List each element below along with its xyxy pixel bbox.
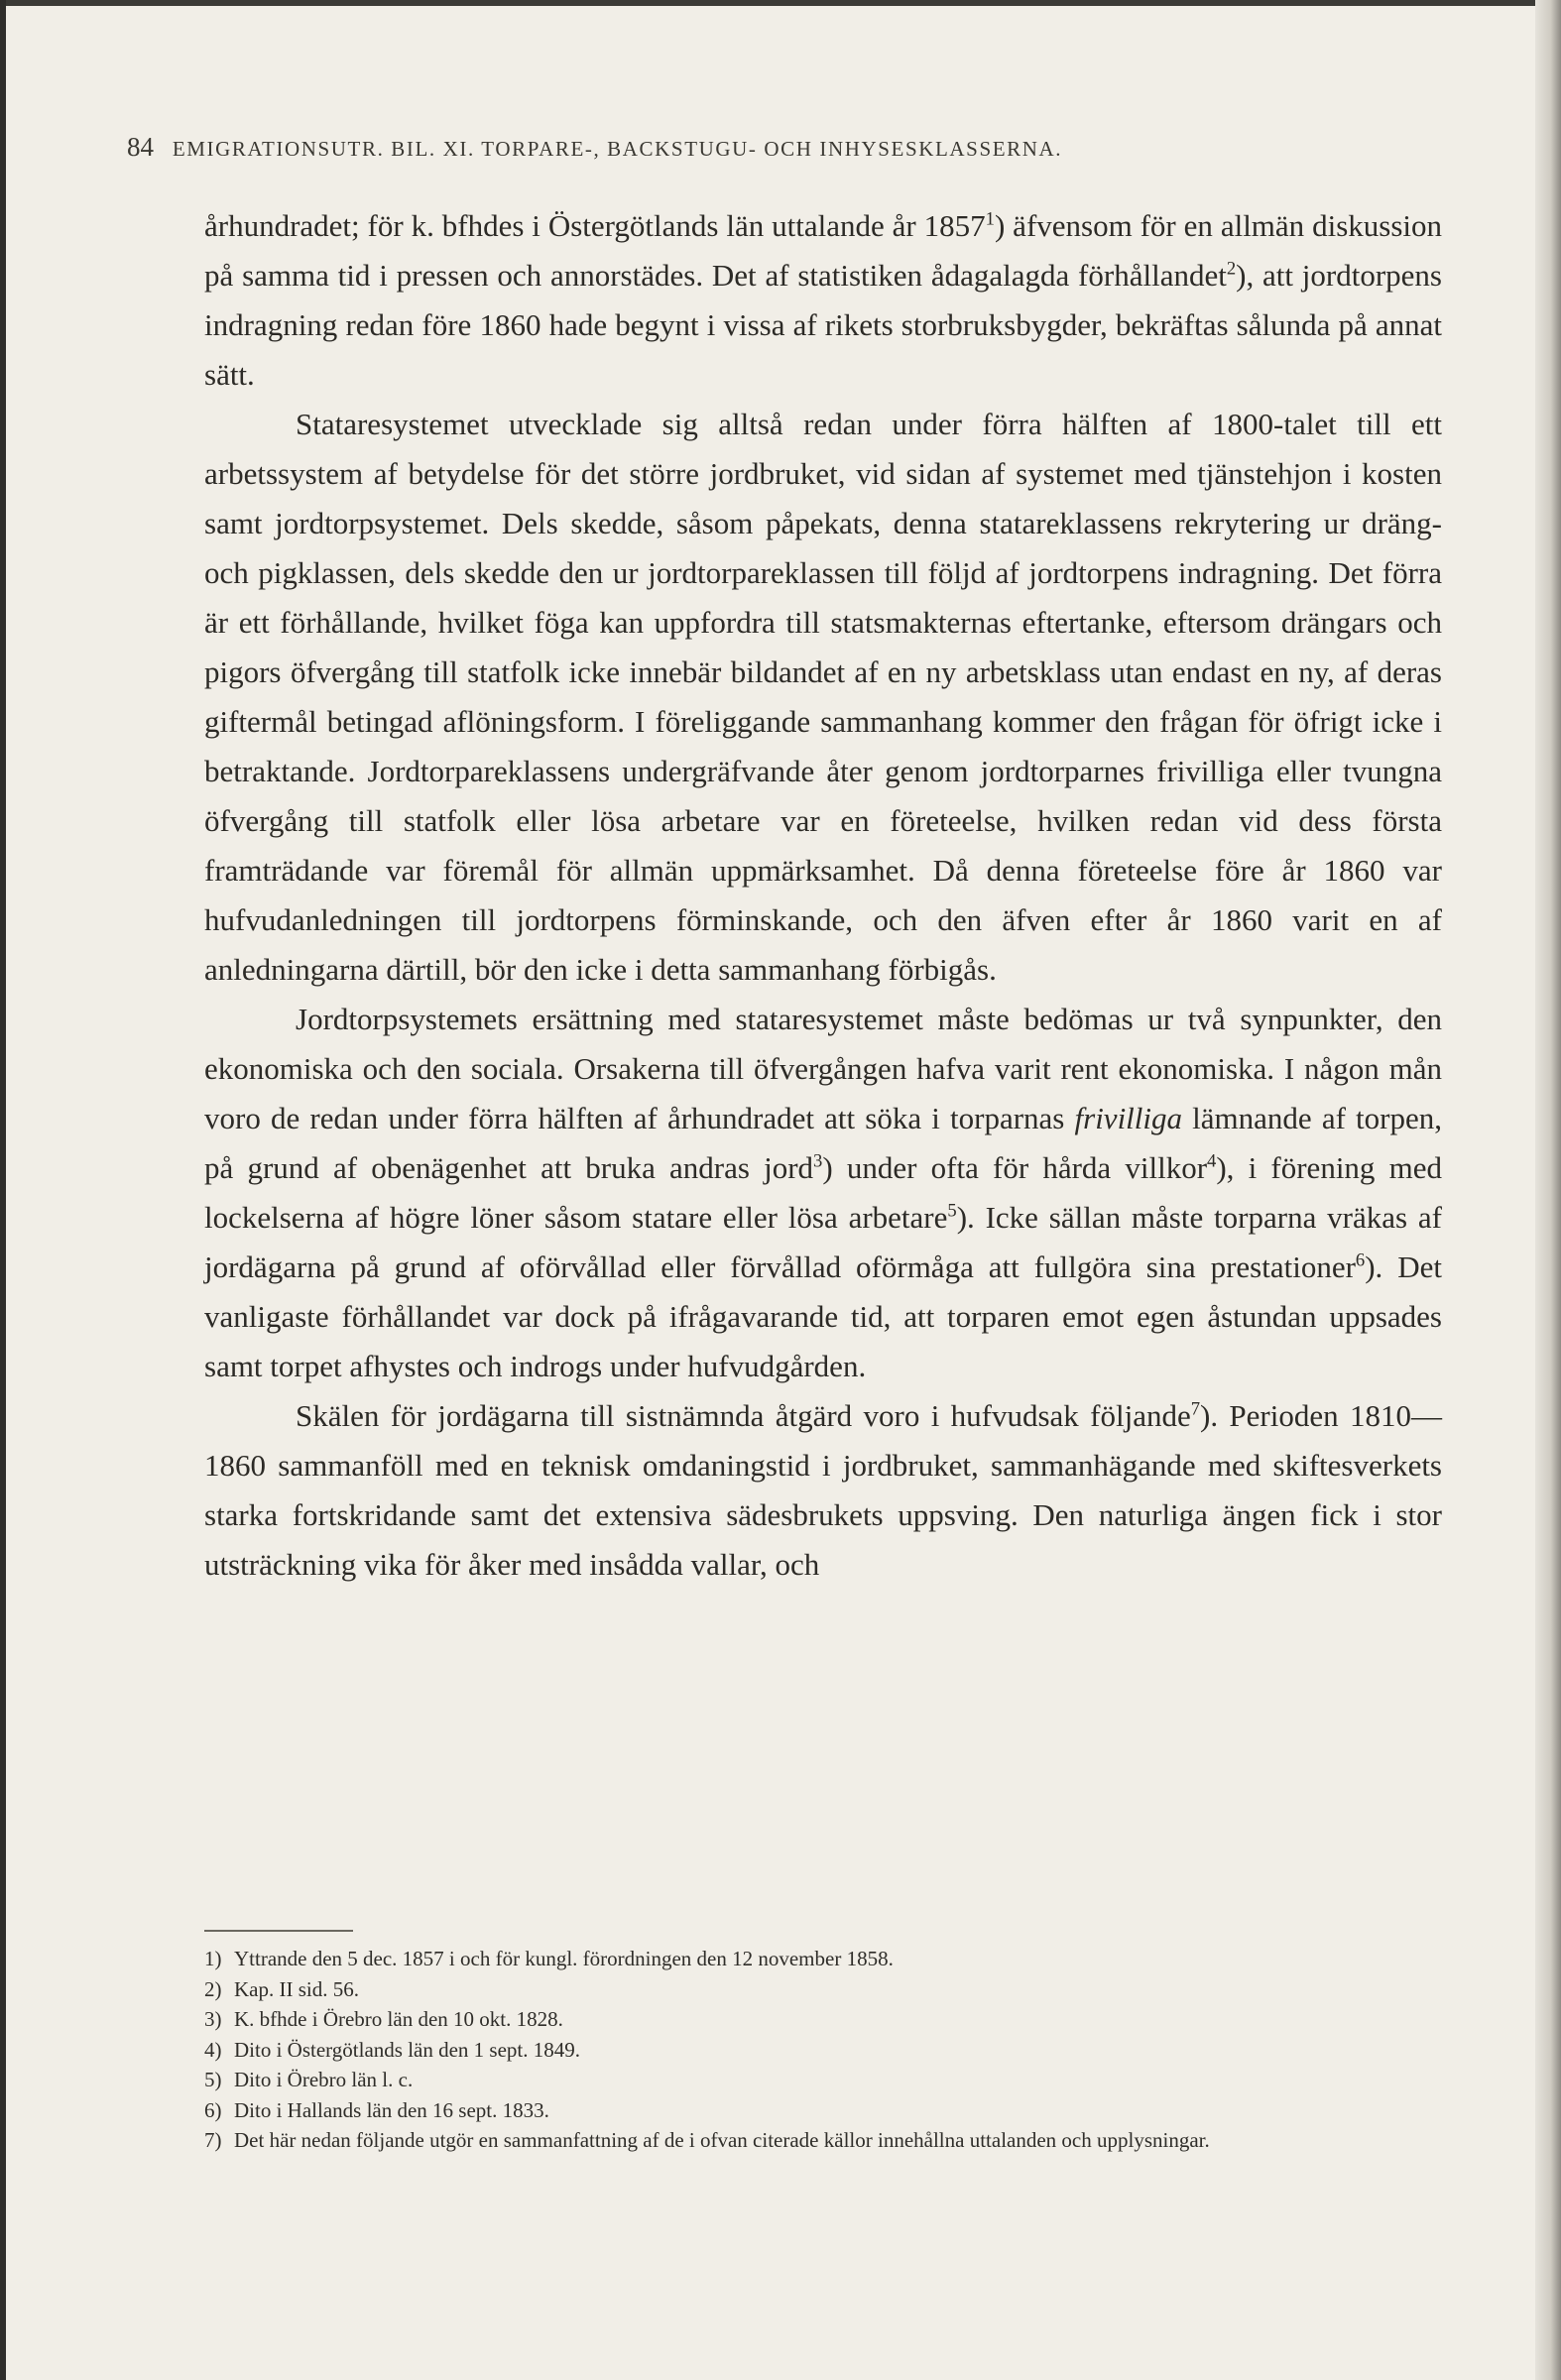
footnote-text: Kap. II sid. 56. [234, 1976, 359, 2001]
paragraph [204, 201, 1442, 400]
footnote-mark: 6) [204, 2097, 222, 2122]
emphasis-text: frivilliga [1074, 1101, 1183, 1135]
footnote-mark: 2) [204, 1976, 222, 2001]
footnote-text: Det här nedan följande utgör en sammanfattning af de i ofvan citerade källor innehållna uttalanden och upplysningar. [234, 2128, 1210, 2152]
footnote [204, 1974, 1442, 2005]
text-run: århundradet; för k. bfhdes i Östergötlands län uttalande år 1857 [204, 208, 986, 243]
page-border-top [0, 0, 1561, 6]
paragraph [204, 400, 1442, 995]
footnote-mark: 4) [204, 2037, 222, 2062]
page-border-left [0, 0, 6, 2380]
text-run: ), i förening med lockelserna af högre löner såsom statare eller lösa arbetare [204, 1150, 1442, 1235]
text-run: ) äfvensom för en allmän diskussion på samma tid i pressen och annorstädes. Det af statistiken ådagalagda förhållandet [204, 208, 1442, 293]
page-edge-right [1535, 0, 1561, 2380]
text-run: Jordtorpsystemets ersättning med stataresystemet måste bedömas ur två synpunkter, den ekonomiska och den sociala. Orsakerna till öfvergången hafva varit rent ekonomiska. I någon mån voro de redan under förra hälften af århundradet att söka i torparnas [204, 1002, 1442, 1135]
footnote-ref: 7 [1190, 1398, 1201, 1420]
footnote [204, 2035, 1442, 2066]
footnote [204, 2004, 1442, 2035]
footnote-rule [204, 1930, 353, 1932]
footnote-ref: 1 [985, 208, 995, 230]
text-run: Stataresystemet utvecklade sig alltså redan under förra hälften af 1800-talet till ett arbetssystem af betydelse för det större jordbruket, vid sidan af systemet med tjänstehjon i kosten samt jordtorpsystemet. Dels skedde, såsom påpekats, denna statareklassens rekrytering ur dräng- och pigklassen, dels skedde den ur jordtorpareklassen till följd af jordtorpens indragning. Det förra är ett förhållande, hvilket föga kan uppfordra till statsmakternas eftertanke, eftersom drängars och pigors öfvergång till statfolk icke innebär bildandet af en ny arbetsklass utan endast en ny, af deras giftermål betingad aflöningsform. I föreliggande sammanhang kommer den frågan för öfrigt icke i betraktande. Jordtorpareklassens undergräfvande åter genom jordtorparnes frivilliga eller tvungna öfvergång till statfolk eller lösa arbetare var en företeelse, hvilken redan vid dess första framträdande var föremål för allmän uppmärksamhet. Då denna företeelse före år 1860 var hufvudanledningen till jordtorpens förminskande, och den äfven efter år 1860 varit en af anledningarna därtill, bör den icke i detta sammanhang förbigås. [204, 407, 1442, 987]
text-run: ). Perioden 1810—1860 sammanföll med en teknisk omdaningstid i jordbruket, sammanhägande med skiftesverkets starka fortskridande samt det extensiva sädesbrukets uppsving. Den naturliga ängen fick i stor utsträckning vika för åker med insådda vallar, och [204, 1398, 1442, 1582]
page-number: 84 [127, 132, 154, 162]
footnote [204, 2125, 1442, 2156]
footnote-mark: 3) [204, 2007, 222, 2031]
text-run: ). Det vanligaste förhållandet var dock på ifrågavarande tid, att torparen emot egen åstundan uppsades samt torpet afhystes och indrogs under hufvudgården. [204, 1250, 1442, 1383]
text-run: ) under ofta för hårda villkor [822, 1150, 1208, 1185]
footnote-ref: 4 [1207, 1150, 1217, 1172]
footnote-ref: 5 [947, 1200, 957, 1222]
footnote [204, 2065, 1442, 2095]
text-run: ), att jordtorpens indragning redan före 1860 hade begynt i vissa af rikets storbruksbygder, bekräftas sålunda på annat sätt. [204, 258, 1442, 392]
footnote-mark: 1) [204, 1947, 222, 1970]
footnote-text: Dito i Örebro län l. c. [234, 2068, 414, 2091]
text-run: Skälen för jordägarna till sistnämnda åtgärd voro i hufvudsak följande [296, 1398, 1191, 1433]
footnote-mark: 5) [204, 2068, 222, 2091]
footnote-ref: 6 [1355, 1250, 1366, 1271]
footnotes [204, 1944, 1442, 2156]
paragraph [204, 1391, 1442, 1590]
text-run: lämnande af torpen, på grund af obenägenhet att bruka andras jord [204, 1101, 1443, 1185]
footnote-text: Dito i Hallands län den 16 sept. 1833. [234, 2097, 549, 2122]
footnote-mark: 7) [204, 2128, 222, 2152]
footnote-text: K. bfhde i Örebro län den 10 okt. 1828. [234, 2007, 563, 2031]
paragraph [204, 995, 1442, 1391]
footnote-ref: 2 [1226, 258, 1237, 280]
footnote-text: Yttrande den 5 dec. 1857 i och för kungl. förordningen den 12 november 1858. [234, 1947, 894, 1970]
footnote [204, 2095, 1442, 2126]
running-title: EMIGRATIONSUTR. BIL. XI. TORPARE-, BACKSTUGU- OCH INHYSESKLASSERNA. [172, 137, 1063, 161]
footnote-text: Dito i Östergötlands län den 1 sept. 1849. [234, 2037, 580, 2062]
body-text [204, 201, 1442, 1590]
text-run: ). Icke sällan måste torparna vräkas af jordägarna på grund af oförvållad eller förvållad oförmåga att fullgöra sina prestationer [204, 1200, 1442, 1284]
footnote-ref: 3 [813, 1150, 823, 1172]
footnote [204, 1944, 1442, 1974]
running-header [127, 132, 1446, 163]
